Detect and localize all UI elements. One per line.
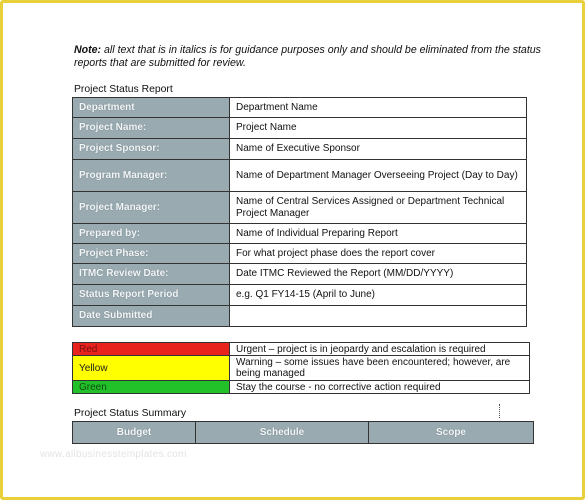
status-yellow-description: Warning – some issues have been encountered; however, are being managed (230, 356, 530, 381)
table-row (73, 139, 527, 160)
table-row (73, 244, 527, 264)
table-row (73, 343, 530, 356)
field-value-project-manager[interactable]: Name of Central Services Assigned or Department Technical Project Manager (230, 192, 527, 224)
field-value-project-phase[interactable]: For what project phase does the report cover (230, 244, 527, 264)
field-value-date-submitted[interactable] (230, 306, 527, 327)
summary-title: Project Status Summary (74, 408, 187, 419)
field-label-itmc-review-date: ITMC Review Date: (73, 264, 230, 285)
field-label-project-manager: Project Manager: (73, 192, 230, 224)
field-value-project-sponsor[interactable]: Name of Executive Sponsor (230, 139, 527, 160)
note-text: all text that is in italics is for guidance purposes only and should be eliminated from the status reports that are submitted for review. (74, 44, 541, 69)
project-status-summary-table (72, 421, 534, 444)
field-value-program-manager[interactable]: Name of Department Manager Overseeing Project (Day to Day) (230, 160, 527, 192)
field-value-department[interactable]: Department Name (230, 98, 527, 118)
status-green-description: Stay the course - no corrective action required (230, 381, 530, 394)
status-legend-table (72, 342, 530, 394)
report-title: Project Status Report (74, 84, 173, 95)
table-row (73, 381, 530, 394)
status-green-label: Green (73, 381, 230, 394)
table-row (73, 192, 527, 224)
field-value-prepared-by[interactable]: Name of Individual Preparing Report (230, 224, 527, 244)
table-row (73, 98, 527, 118)
field-value-project-name[interactable]: Project Name (230, 118, 527, 139)
field-label-date-submitted: Date Submitted (73, 306, 230, 327)
summary-header-budget: Budget (73, 422, 196, 444)
field-label-program-manager: Program Manager: (73, 160, 230, 192)
summary-header-schedule: Schedule (196, 422, 369, 444)
status-yellow-label: Yellow (73, 356, 230, 381)
field-label-status-report-period: Status Report Period (73, 285, 230, 306)
watermark: www.allbusinesstemplates.com (40, 449, 187, 460)
guidance-note (74, 44, 544, 70)
summary-header-scope: Scope (369, 422, 534, 444)
table-row (73, 224, 527, 244)
note-label: Note: (74, 44, 102, 56)
table-row (73, 160, 527, 192)
field-label-project-name: Project Name: (73, 118, 230, 139)
field-value-status-report-period[interactable]: e.g. Q1 FY14-15 (April to June) (230, 285, 527, 306)
table-row (73, 264, 527, 285)
table-row (73, 118, 527, 139)
field-label-prepared-by: Prepared by: (73, 224, 230, 244)
table-row (73, 356, 530, 381)
table-row (73, 306, 527, 327)
field-label-project-phase: Project Phase: (73, 244, 230, 264)
project-status-report-table (72, 97, 527, 327)
field-label-project-sponsor: Project Sponsor: (73, 139, 230, 160)
status-red-description: Urgent – project is in jeopardy and escalation is required (230, 343, 530, 356)
field-value-itmc-review-date[interactable]: Date ITMC Reviewed the Report (MM/DD/YYYY) (230, 264, 527, 285)
status-red-label: Red (73, 343, 230, 356)
table-row (73, 422, 534, 444)
table-row (73, 285, 527, 306)
section-marker (499, 404, 500, 418)
field-label-department: Department (73, 98, 230, 118)
